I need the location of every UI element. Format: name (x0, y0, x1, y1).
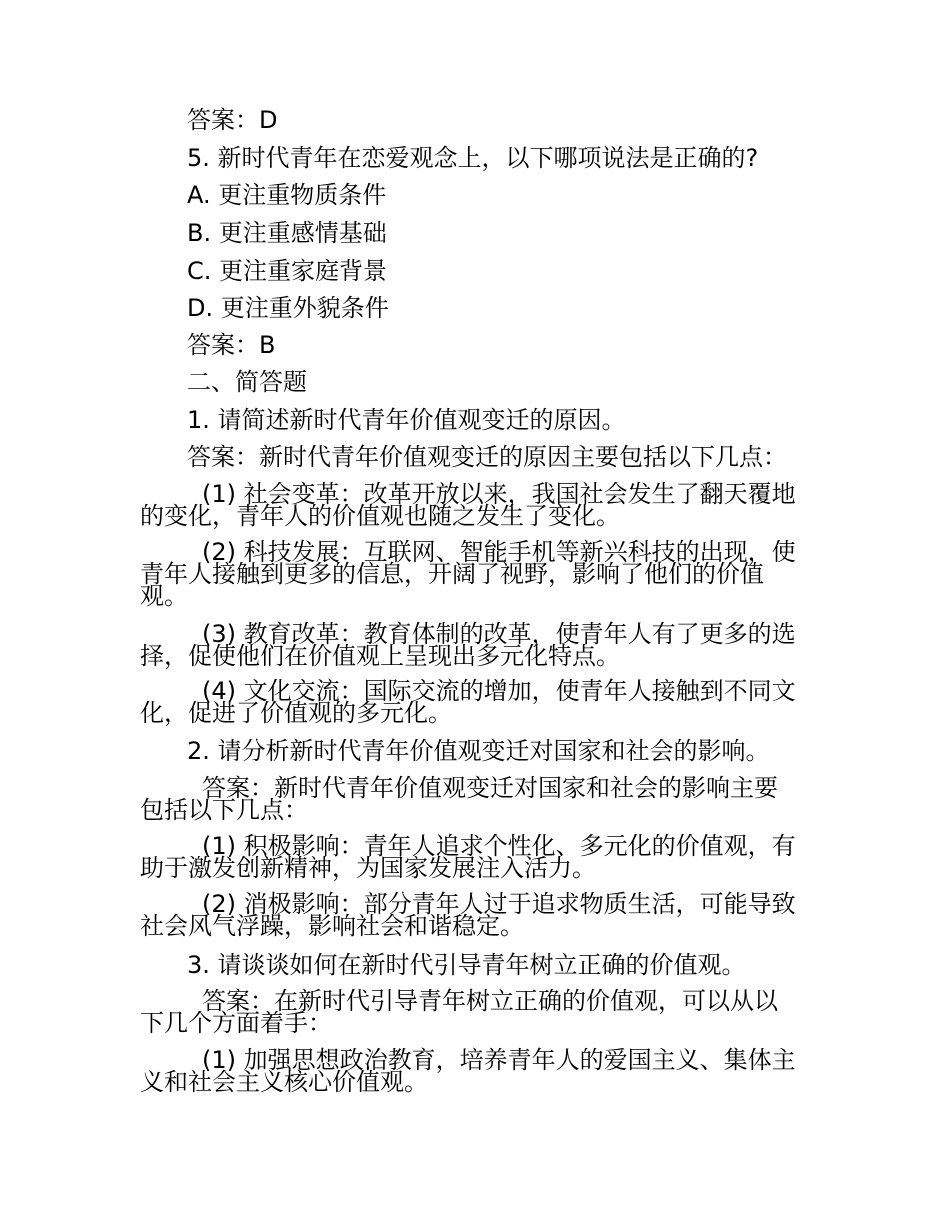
short-answer-2-intro: 答案：新时代青年价值观变迁对国家和社会的影响主要包括以下几点： (140, 774, 778, 824)
q2-point-2: (2) 消极影响：部分青年人过于追求物质生活，可能导致社会风气浮躁，影响社会和谐稳定。 (140, 890, 796, 940)
short-answer-1-intro: 答案：新时代青年价值观变迁的原因主要包括以下几点： (187, 443, 787, 471)
option-a: A. 更注重物质条件 (187, 181, 387, 209)
short-answer-3-intro: 答案：在新时代引导青年树立正确的价值观，可以从以下几个方面着手： (140, 987, 778, 1037)
option-b: B. 更注重感情基础 (187, 219, 387, 247)
short-question-1: 1. 请简述新时代青年价值观变迁的原因。 (187, 406, 626, 434)
q3-point-1: (1) 加强思想政治教育，培养青年人的爱国主义、集体主义和社会主义核心价值观。 (140, 1046, 796, 1096)
q1-point-4: (4) 文化交流：国际交流的增加，使青年人接触到不同文化，促进了价值观的多元化。 (140, 677, 796, 727)
option-c: C. 更注重家庭背景 (187, 257, 388, 285)
short-question-3: 3. 请谈谈如何在新时代引导青年树立正确的价值观。 (187, 951, 746, 979)
section-heading: 二、简答题 (187, 368, 307, 396)
q1-point-3: (3) 教育改革：教育体制的改革，使青年人有了更多的选择，促使他们在价值观上呈现出多元化特点。 (140, 620, 796, 670)
question-5: 5. 新时代青年在恋爱观念上，以下哪项说法是正确的? (187, 144, 759, 172)
option-d: D. 更注重外貌条件 (187, 294, 389, 322)
short-question-2: 2. 请分析新时代青年价值观变迁对国家和社会的影响。 (187, 737, 770, 765)
q1-point-1: (1) 社会变革：改革开放以来，我国社会发生了翻天覆地的变化，青年人的价值观也随之发生了变化。 (140, 480, 796, 530)
answer-q5: 答案：B (187, 331, 276, 359)
q2-point-1: (1) 积极影响：青年人追求个性化、多元化的价值观，有助于激发创新精神，为国家发展注入活力。 (140, 832, 796, 882)
q1-point-2: (2) 科技发展：互联网、智能手机等新兴科技的出现，使青年人接触到更多的信息，开阔了视野，影响了他们的价值观。 (140, 538, 796, 610)
answer-q4: 答案：D (187, 106, 278, 134)
